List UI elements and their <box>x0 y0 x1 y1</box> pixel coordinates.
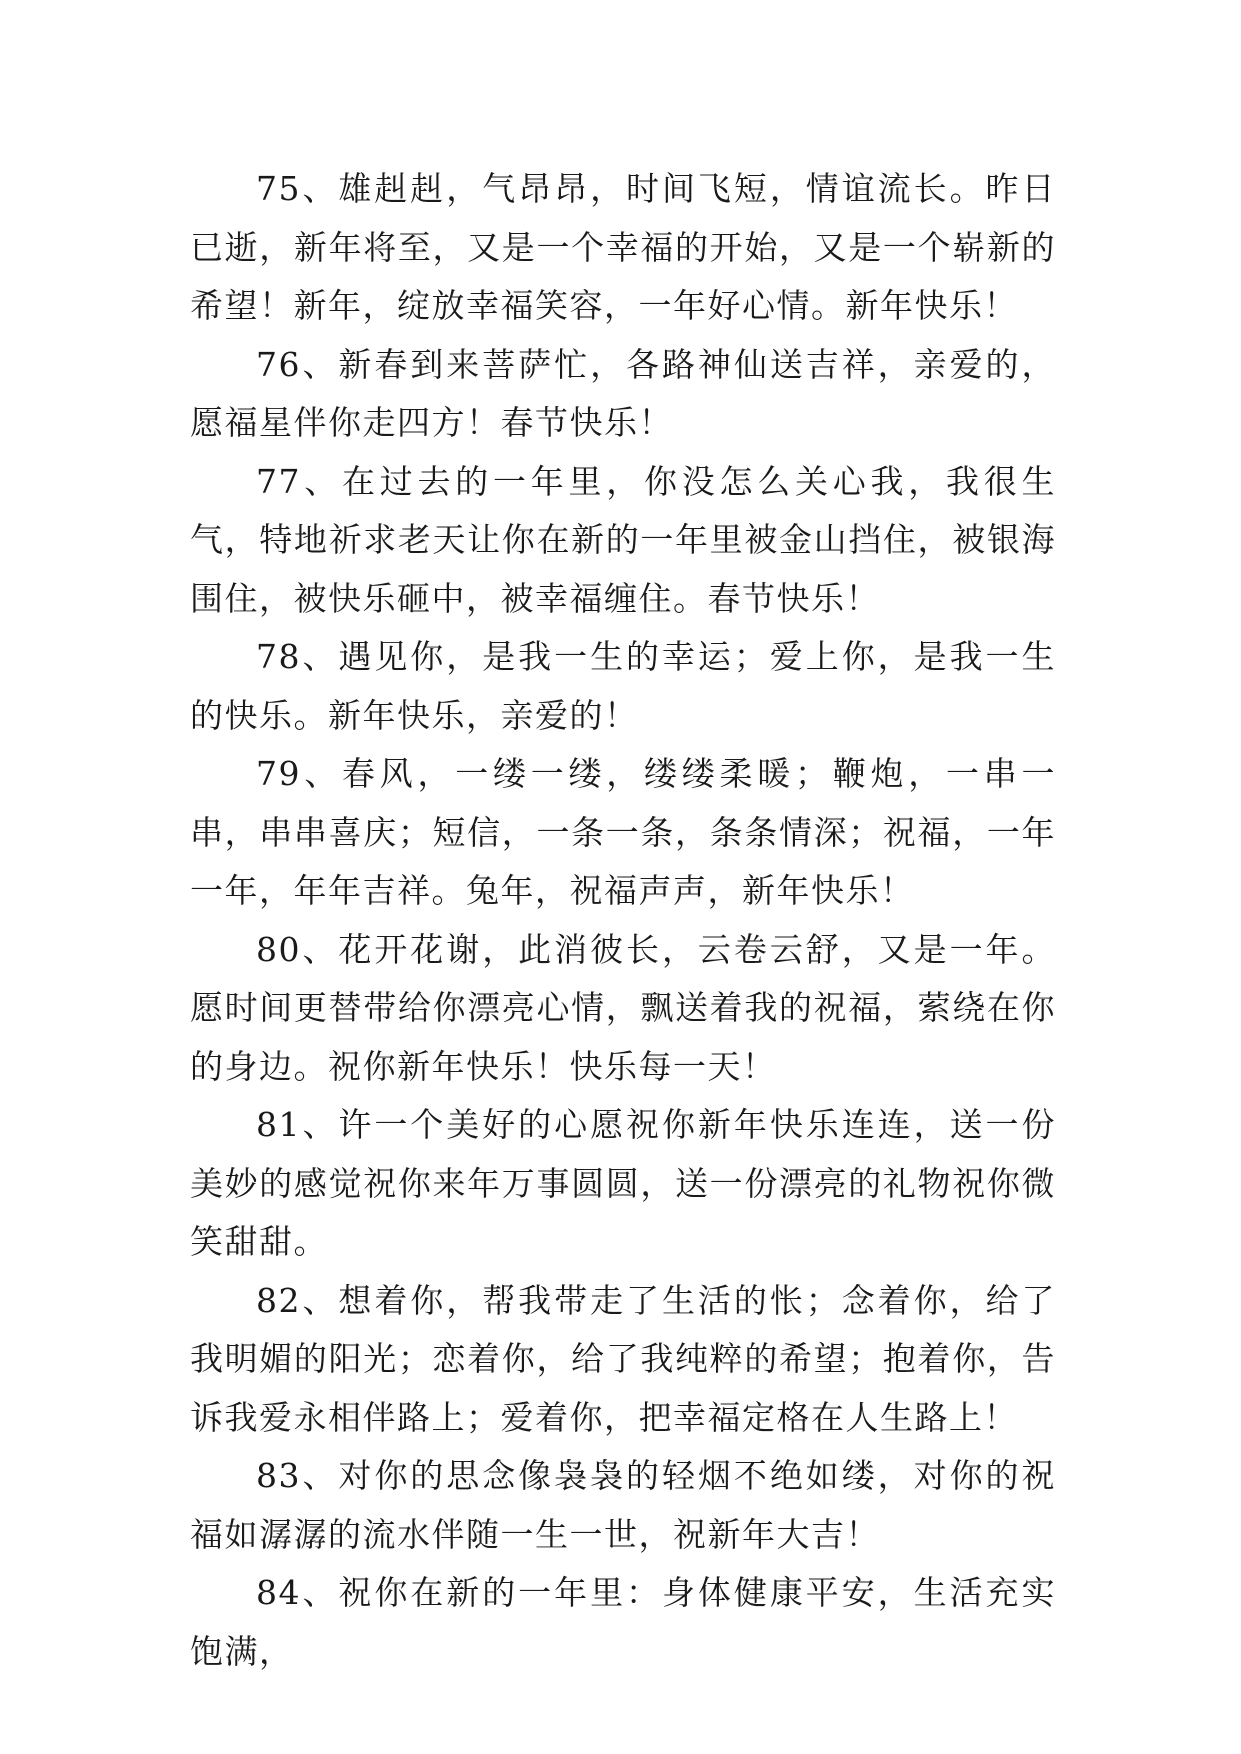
paragraph-80: 80、花开花谢，此消彼长，云卷云舒，又是一年。愿时间更替带给你漂亮心情，飘送着我的祝福，萦绕在你的身边。祝你新年快乐！快乐每一天！ <box>190 929 1056 1086</box>
paragraph-77: 77、在过去的一年里，你没怎么关心我，我很生气，特地祈求老天让你在新的一年里被金山挡住，被银海围住，被快乐砸中，被幸福缠住。春节快乐！ <box>190 461 1056 618</box>
paragraph-81: 81、许一个美好的心愿祝你新年快乐连连，送一份美妙的感觉祝你来年万事圆圆，送一份漂亮的礼物祝你微笑甜甜。 <box>190 1105 1056 1261</box>
paragraph-76: 76、新春到来菩萨忙，各路神仙送吉祥，亲爱的，愿福星伴你走四方！春节快乐！ <box>190 344 1056 442</box>
paragraph-78: 78、遇见你，是我一生的幸运；爱上你，是我一生的快乐。新年快乐，亲爱的！ <box>190 637 1056 735</box>
paragraph-75: 75、雄赳赳，气昂昂，时间飞短，情谊流长。昨日已逝，新年将至，又是一个幸福的开始，又是一个崭新的希望！新年，绽放幸福笑容，一年好心情。新年快乐！ <box>190 169 1056 325</box>
paragraph-79: 79、春风，一缕一缕，缕缕柔暖；鞭炮，一串一串，串串喜庆；短信，一条一条，条条情深；祝福，一年一年，年年吉祥。兔年，祝福声声，新年快乐！ <box>190 754 1056 910</box>
paragraph-82: 82、想着你，帮我带走了生活的怅；念着你，给了我明媚的阳光；恋着你，给了我纯粹的希望；抱着你，告诉我爱永相伴路上；爱着你，把幸福定格在人生路上！ <box>190 1280 1056 1437</box>
document-body <box>190 160 1056 1681</box>
paragraph-83: 83、对你的思念像袅袅的轻烟不绝如缕，对你的祝福如潺潺的流水伴随一生一世，祝新年大吉！ <box>190 1456 1056 1554</box>
paragraph-84: 84、祝你在新的一年里：身体健康平安，生活充实饱满， <box>190 1573 1056 1671</box>
